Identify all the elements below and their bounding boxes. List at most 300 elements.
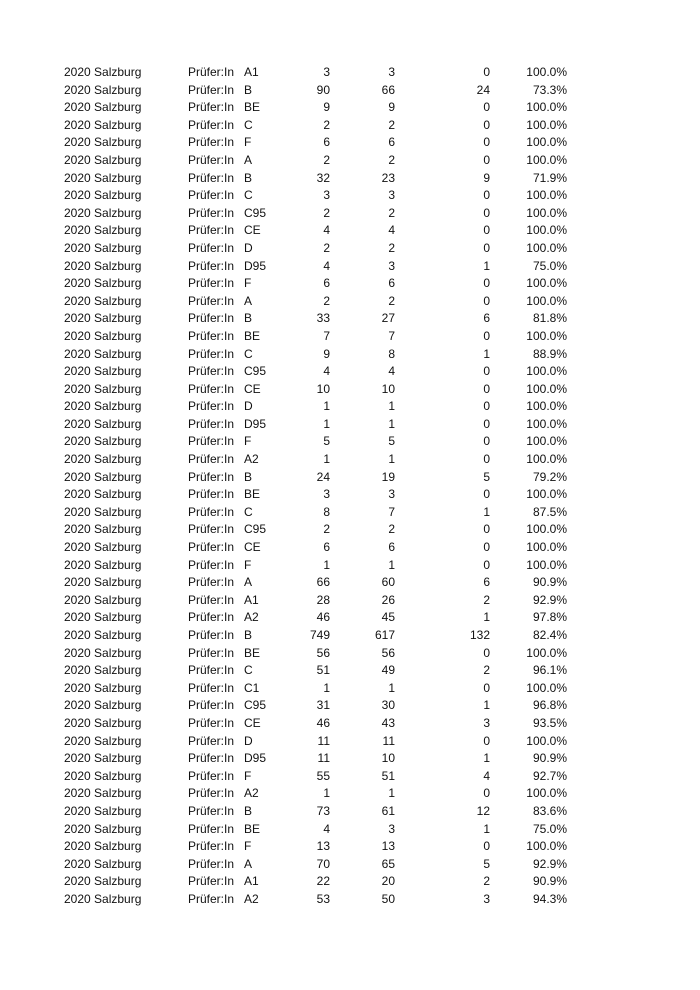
table-row xyxy=(0,645,700,663)
license-class-cell: D95 xyxy=(244,416,267,431)
failed-cell: 0 xyxy=(483,240,490,255)
table-row xyxy=(0,504,700,522)
role-cell: Prüfer:In xyxy=(188,856,235,871)
pass-rate-cell: 100.0% xyxy=(526,117,567,132)
role-cell: Prüfer:In xyxy=(188,628,235,642)
failed-cell: 0 xyxy=(483,452,490,467)
passed-cell: 20 xyxy=(381,874,395,889)
role-cell: Prüfer:In xyxy=(188,645,235,660)
location-cell: 2020 Salzburg xyxy=(64,364,142,379)
passed-cell: 6 xyxy=(388,135,395,150)
table-row xyxy=(0,592,700,610)
failed-cell: 0 xyxy=(483,188,490,203)
location-cell: 2020 Salzburg xyxy=(64,293,142,308)
total-cell: 1 xyxy=(323,416,330,431)
license-class-cell: A1 xyxy=(244,592,259,607)
table-row xyxy=(0,803,700,821)
passed-cell: 2 xyxy=(388,522,395,537)
role-cell: Prüfer:In xyxy=(188,416,235,431)
table-row xyxy=(0,627,700,645)
pass-rate-cell: 83.6% xyxy=(532,803,567,818)
location-cell: 2020 Salzburg xyxy=(64,751,142,766)
table-row xyxy=(0,451,700,469)
total-cell: 9 xyxy=(323,100,330,115)
role-cell: Prüfer:In xyxy=(188,188,235,203)
failed-cell: 0 xyxy=(483,100,490,115)
table-row xyxy=(0,856,700,874)
location-cell: 2020 Salzburg xyxy=(64,399,142,414)
failed-cell: 2 xyxy=(483,663,490,678)
pass-rate-cell: 93.5% xyxy=(532,715,567,730)
passed-cell: 8 xyxy=(388,346,395,361)
passed-cell: 6 xyxy=(388,276,395,291)
role-cell: Prüfer:In xyxy=(188,610,235,625)
passed-cell: 26 xyxy=(381,592,395,607)
license-class-cell: C xyxy=(244,188,253,203)
role-cell: Prüfer:In xyxy=(188,452,235,467)
failed-cell: 5 xyxy=(483,469,490,484)
pass-rate-cell: 100.0% xyxy=(526,786,567,801)
total-cell: 8 xyxy=(323,504,330,519)
license-class-cell: C95 xyxy=(244,522,267,537)
table-row xyxy=(0,750,700,768)
passed-cell: 10 xyxy=(381,751,395,766)
passed-cell: 43 xyxy=(381,715,395,730)
total-cell: 2 xyxy=(323,293,330,308)
role-cell: Prüfer:In xyxy=(188,65,235,79)
role-cell: Prüfer:In xyxy=(188,821,235,836)
license-class-cell: B xyxy=(244,311,253,326)
total-cell: 2 xyxy=(323,205,330,220)
total-cell: 6 xyxy=(323,276,330,291)
failed-cell: 0 xyxy=(483,645,490,660)
role-cell: Prüfer:In xyxy=(188,152,235,167)
location-cell: 2020 Salzburg xyxy=(64,240,142,255)
pass-rate-cell: 100.0% xyxy=(526,240,567,255)
passed-cell: 60 xyxy=(381,575,395,590)
passed-cell: 23 xyxy=(381,170,395,185)
pass-rate-cell: 87.5% xyxy=(532,504,567,519)
total-cell: 3 xyxy=(323,188,330,203)
location-cell: 2020 Salzburg xyxy=(64,381,142,396)
role-cell: Prüfer:In xyxy=(188,293,235,308)
total-cell: 4 xyxy=(323,258,330,273)
role-cell: Prüfer:In xyxy=(188,680,235,695)
total-cell: 3 xyxy=(323,65,330,79)
license-class-cell: A2 xyxy=(244,452,259,467)
failed-cell: 6 xyxy=(483,575,490,590)
failed-cell: 0 xyxy=(483,557,490,572)
total-cell: 3 xyxy=(323,487,330,502)
license-class-cell: BE xyxy=(244,821,261,836)
failed-cell: 12 xyxy=(476,803,490,818)
passed-cell: 50 xyxy=(381,891,395,906)
total-cell: 5 xyxy=(323,434,330,449)
location-cell: 2020 Salzburg xyxy=(64,839,142,854)
failed-cell: 0 xyxy=(483,152,490,167)
table-row xyxy=(0,768,700,786)
total-cell: 13 xyxy=(316,839,330,854)
total-cell: 11 xyxy=(317,751,330,766)
pass-rate-cell: 71.9% xyxy=(532,170,567,185)
passed-cell: 10 xyxy=(381,381,395,396)
failed-cell: 1 xyxy=(483,346,490,361)
failed-cell: 1 xyxy=(483,258,490,273)
license-class-cell: D xyxy=(244,733,253,748)
location-cell: 2020 Salzburg xyxy=(64,434,142,449)
passed-cell: 49 xyxy=(381,663,395,678)
total-cell: 22 xyxy=(316,874,330,889)
total-cell: 46 xyxy=(316,610,330,625)
table-row xyxy=(0,64,700,82)
total-cell: 2 xyxy=(323,117,330,132)
role-cell: Prüfer:In xyxy=(188,381,235,396)
table-row xyxy=(0,469,700,487)
pass-rate-cell: 100.0% xyxy=(526,328,567,343)
table-row xyxy=(0,398,700,416)
pass-rate-cell: 97.8% xyxy=(532,610,567,625)
role-cell: Prüfer:In xyxy=(188,469,235,484)
location-cell: 2020 Salzburg xyxy=(64,698,142,713)
role-cell: Prüfer:In xyxy=(188,117,235,132)
license-class-cell: B xyxy=(244,628,253,642)
role-cell: Prüfer:In xyxy=(188,434,235,449)
total-cell: 90 xyxy=(316,82,330,97)
passed-cell: 9 xyxy=(388,100,395,115)
total-cell: 11 xyxy=(317,733,330,748)
pass-rate-cell: 100.0% xyxy=(526,152,567,167)
location-cell: 2020 Salzburg xyxy=(64,328,142,343)
total-cell: 4 xyxy=(323,364,330,379)
pass-rate-cell: 100.0% xyxy=(526,188,567,203)
license-class-cell: BE xyxy=(244,100,261,115)
passed-cell: 7 xyxy=(388,504,395,519)
total-cell: 6 xyxy=(323,540,330,555)
failed-cell: 0 xyxy=(483,487,490,502)
table-row xyxy=(0,662,700,680)
passed-cell: 1 xyxy=(388,557,395,572)
license-class-cell: F xyxy=(244,434,252,449)
table-row xyxy=(0,381,700,399)
total-cell: 70 xyxy=(316,856,330,871)
pass-rate-cell: 100.0% xyxy=(526,135,567,150)
passed-cell: 3 xyxy=(388,821,395,836)
passed-cell: 1 xyxy=(388,452,395,467)
location-cell: 2020 Salzburg xyxy=(64,504,142,519)
license-class-cell: D95 xyxy=(244,258,267,273)
table-row xyxy=(0,170,700,188)
license-class-cell: B xyxy=(244,803,253,818)
table-row xyxy=(0,293,700,311)
total-cell: 55 xyxy=(316,768,330,783)
table-row xyxy=(0,574,700,592)
failed-cell: 3 xyxy=(483,891,490,906)
passed-cell: 617 xyxy=(374,628,395,642)
pass-rate-cell: 100.0% xyxy=(526,381,567,396)
location-cell: 2020 Salzburg xyxy=(64,557,142,572)
total-cell: 2 xyxy=(323,522,330,537)
role-cell: Prüfer:In xyxy=(188,82,235,97)
role-cell: Prüfer:In xyxy=(188,557,235,572)
license-class-cell: F xyxy=(244,768,252,783)
table-row xyxy=(0,82,700,100)
role-cell: Prüfer:In xyxy=(188,100,235,115)
failed-cell: 0 xyxy=(483,434,490,449)
role-cell: Prüfer:In xyxy=(188,768,235,783)
failed-cell: 0 xyxy=(483,276,490,291)
total-cell: 46 xyxy=(316,715,330,730)
location-cell: 2020 Salzburg xyxy=(64,152,142,167)
failed-cell: 24 xyxy=(476,82,490,97)
pass-rate-cell: 81.8% xyxy=(532,311,567,326)
passed-cell: 2 xyxy=(388,205,395,220)
pass-rate-cell: 100.0% xyxy=(526,487,567,502)
table-row xyxy=(0,416,700,434)
passed-cell: 1 xyxy=(388,680,395,695)
passed-cell: 56 xyxy=(381,645,395,660)
table-row xyxy=(0,821,700,839)
role-cell: Prüfer:In xyxy=(188,575,235,590)
passed-cell: 30 xyxy=(381,698,395,713)
license-class-cell: CE xyxy=(244,540,261,555)
total-cell: 4 xyxy=(323,223,330,238)
license-class-cell: A xyxy=(244,856,253,871)
pass-rate-cell: 100.0% xyxy=(526,293,567,308)
table-row xyxy=(0,117,700,135)
location-cell: 2020 Salzburg xyxy=(64,540,142,555)
pass-rate-cell: 100.0% xyxy=(526,733,567,748)
role-cell: Prüfer:In xyxy=(188,328,235,343)
table-row xyxy=(0,222,700,240)
role-cell: Prüfer:In xyxy=(188,733,235,748)
total-cell: 4 xyxy=(323,821,330,836)
passed-cell: 1 xyxy=(388,399,395,414)
location-cell: 2020 Salzburg xyxy=(64,768,142,783)
total-cell: 31 xyxy=(316,698,330,713)
table-row xyxy=(0,609,700,627)
passed-cell: 6 xyxy=(388,540,395,555)
passed-cell: 3 xyxy=(388,188,395,203)
table-row xyxy=(0,715,700,733)
table-row xyxy=(0,258,700,276)
license-class-cell: A1 xyxy=(244,65,259,79)
total-cell: 73 xyxy=(316,803,330,818)
license-class-cell: F xyxy=(244,135,252,150)
location-cell: 2020 Salzburg xyxy=(64,205,142,220)
role-cell: Prüfer:In xyxy=(188,240,235,255)
pass-rate-cell: 75.0% xyxy=(532,258,567,273)
pass-rate-cell: 100.0% xyxy=(526,205,567,220)
location-cell: 2020 Salzburg xyxy=(64,117,142,132)
location-cell: 2020 Salzburg xyxy=(64,469,142,484)
pass-rate-cell: 92.9% xyxy=(532,856,567,871)
location-cell: 2020 Salzburg xyxy=(64,100,142,115)
role-cell: Prüfer:In xyxy=(188,874,235,889)
role-cell: Prüfer:In xyxy=(188,170,235,185)
passed-cell: 27 xyxy=(381,311,395,326)
location-cell: 2020 Salzburg xyxy=(64,346,142,361)
pass-rate-cell: 100.0% xyxy=(526,540,567,555)
failed-cell: 0 xyxy=(483,65,490,79)
role-cell: Prüfer:In xyxy=(188,205,235,220)
location-cell: 2020 Salzburg xyxy=(64,276,142,291)
passed-cell: 3 xyxy=(388,258,395,273)
total-cell: 28 xyxy=(316,592,330,607)
license-class-cell: F xyxy=(244,839,252,854)
passed-cell: 5 xyxy=(388,434,395,449)
pass-rate-cell: 100.0% xyxy=(526,223,567,238)
table-row xyxy=(0,310,700,328)
table-row xyxy=(0,346,700,364)
pass-rate-cell: 73.3% xyxy=(532,82,567,97)
license-class-cell: C xyxy=(244,117,253,132)
table-row xyxy=(0,733,700,751)
role-cell: Prüfer:In xyxy=(188,715,235,730)
failed-cell: 0 xyxy=(483,680,490,695)
passed-cell: 61 xyxy=(381,803,395,818)
pass-rate-cell: 92.7% xyxy=(532,768,567,783)
role-cell: Prüfer:In xyxy=(188,399,235,414)
pass-rate-cell: 100.0% xyxy=(526,434,567,449)
location-cell: 2020 Salzburg xyxy=(64,311,142,326)
license-class-cell: C95 xyxy=(244,205,267,220)
role-cell: Prüfer:In xyxy=(188,223,235,238)
failed-cell: 0 xyxy=(483,540,490,555)
failed-cell: 0 xyxy=(483,786,490,801)
role-cell: Prüfer:In xyxy=(188,803,235,818)
license-class-cell: A2 xyxy=(244,786,259,801)
pass-rate-cell: 100.0% xyxy=(526,557,567,572)
pass-rate-cell: 100.0% xyxy=(526,522,567,537)
passed-cell: 51 xyxy=(381,768,395,783)
failed-cell: 0 xyxy=(483,328,490,343)
total-cell: 53 xyxy=(316,891,330,906)
license-class-cell: C95 xyxy=(244,364,267,379)
license-class-cell: C xyxy=(244,504,253,519)
license-class-cell: A2 xyxy=(244,891,259,906)
failed-cell: 0 xyxy=(483,733,490,748)
failed-cell: 1 xyxy=(483,821,490,836)
license-class-cell: BE xyxy=(244,645,261,660)
location-cell: 2020 Salzburg xyxy=(64,645,142,660)
table-row xyxy=(0,205,700,223)
pass-rate-cell: 90.9% xyxy=(532,874,567,889)
role-cell: Prüfer:In xyxy=(188,276,235,291)
location-cell: 2020 Salzburg xyxy=(64,487,142,502)
pass-rate-cell: 100.0% xyxy=(526,416,567,431)
license-class-cell: B xyxy=(244,82,253,97)
table-row xyxy=(0,328,700,346)
pass-rate-cell: 100.0% xyxy=(526,452,567,467)
license-class-cell: F xyxy=(244,276,252,291)
role-cell: Prüfer:In xyxy=(188,346,235,361)
pass-rate-cell: 100.0% xyxy=(526,680,567,695)
location-cell: 2020 Salzburg xyxy=(64,610,142,625)
failed-cell: 0 xyxy=(483,117,490,132)
license-class-cell: D xyxy=(244,399,253,414)
failed-cell: 0 xyxy=(483,205,490,220)
table-row xyxy=(0,275,700,293)
pass-rate-cell: 100.0% xyxy=(526,100,567,115)
location-cell: 2020 Salzburg xyxy=(64,170,142,185)
passed-cell: 19 xyxy=(381,469,395,484)
pass-rate-cell: 96.8% xyxy=(532,698,567,713)
pass-rate-cell: 82.4% xyxy=(532,628,567,642)
location-cell: 2020 Salzburg xyxy=(64,135,142,150)
pass-rate-cell: 100.0% xyxy=(526,65,567,79)
passed-cell: 3 xyxy=(388,65,395,79)
table-row xyxy=(0,891,700,909)
license-class-cell: CE xyxy=(244,381,261,396)
role-cell: Prüfer:In xyxy=(188,751,235,766)
pass-rate-cell: 90.9% xyxy=(532,751,567,766)
pass-rate-cell: 96.1% xyxy=(532,663,567,678)
license-class-cell: C xyxy=(244,663,253,678)
role-cell: Prüfer:In xyxy=(188,504,235,519)
location-cell: 2020 Salzburg xyxy=(64,258,142,273)
license-class-cell: CE xyxy=(244,223,261,238)
license-class-cell: CE xyxy=(244,715,261,730)
passed-cell: 2 xyxy=(388,293,395,308)
license-class-cell: C95 xyxy=(244,698,267,713)
total-cell: 33 xyxy=(316,311,330,326)
role-cell: Prüfer:In xyxy=(188,786,235,801)
location-cell: 2020 Salzburg xyxy=(64,65,142,79)
failed-cell: 0 xyxy=(483,839,490,854)
location-cell: 2020 Salzburg xyxy=(64,592,142,607)
passed-cell: 65 xyxy=(381,856,395,871)
failed-cell: 9 xyxy=(483,170,490,185)
role-cell: Prüfer:In xyxy=(188,135,235,150)
role-cell: Prüfer:In xyxy=(188,540,235,555)
role-cell: Prüfer:In xyxy=(188,592,235,607)
license-class-cell: A2 xyxy=(244,610,259,625)
passed-cell: 3 xyxy=(388,487,395,502)
license-class-cell: BE xyxy=(244,487,261,502)
passed-cell: 13 xyxy=(381,839,395,854)
failed-cell: 0 xyxy=(483,135,490,150)
total-cell: 1 xyxy=(323,557,330,572)
table-row xyxy=(0,187,700,205)
license-class-cell: A xyxy=(244,575,253,590)
failed-cell: 2 xyxy=(483,874,490,889)
table-row xyxy=(0,539,700,557)
role-cell: Prüfer:In xyxy=(188,364,235,379)
license-class-cell: F xyxy=(244,557,252,572)
location-cell: 2020 Salzburg xyxy=(64,680,142,695)
pass-rate-cell: 79.2% xyxy=(532,469,567,484)
failed-cell: 4 xyxy=(483,768,490,783)
table-row xyxy=(0,363,700,381)
table-row xyxy=(0,433,700,451)
passed-cell: 45 xyxy=(381,610,395,625)
pass-rate-cell: 75.0% xyxy=(532,821,567,836)
pass-rate-cell: 100.0% xyxy=(526,399,567,414)
pass-rate-cell: 100.0% xyxy=(526,645,567,660)
passed-cell: 1 xyxy=(388,416,395,431)
location-cell: 2020 Salzburg xyxy=(64,821,142,836)
total-cell: 1 xyxy=(323,399,330,414)
failed-cell: 0 xyxy=(483,293,490,308)
license-class-cell: C xyxy=(244,346,253,361)
total-cell: 51 xyxy=(316,663,330,678)
failed-cell: 0 xyxy=(483,381,490,396)
table-row xyxy=(0,99,700,117)
total-cell: 24 xyxy=(316,469,330,484)
passed-cell: 1 xyxy=(388,786,395,801)
table-row xyxy=(0,785,700,803)
license-class-cell: B xyxy=(244,469,253,484)
